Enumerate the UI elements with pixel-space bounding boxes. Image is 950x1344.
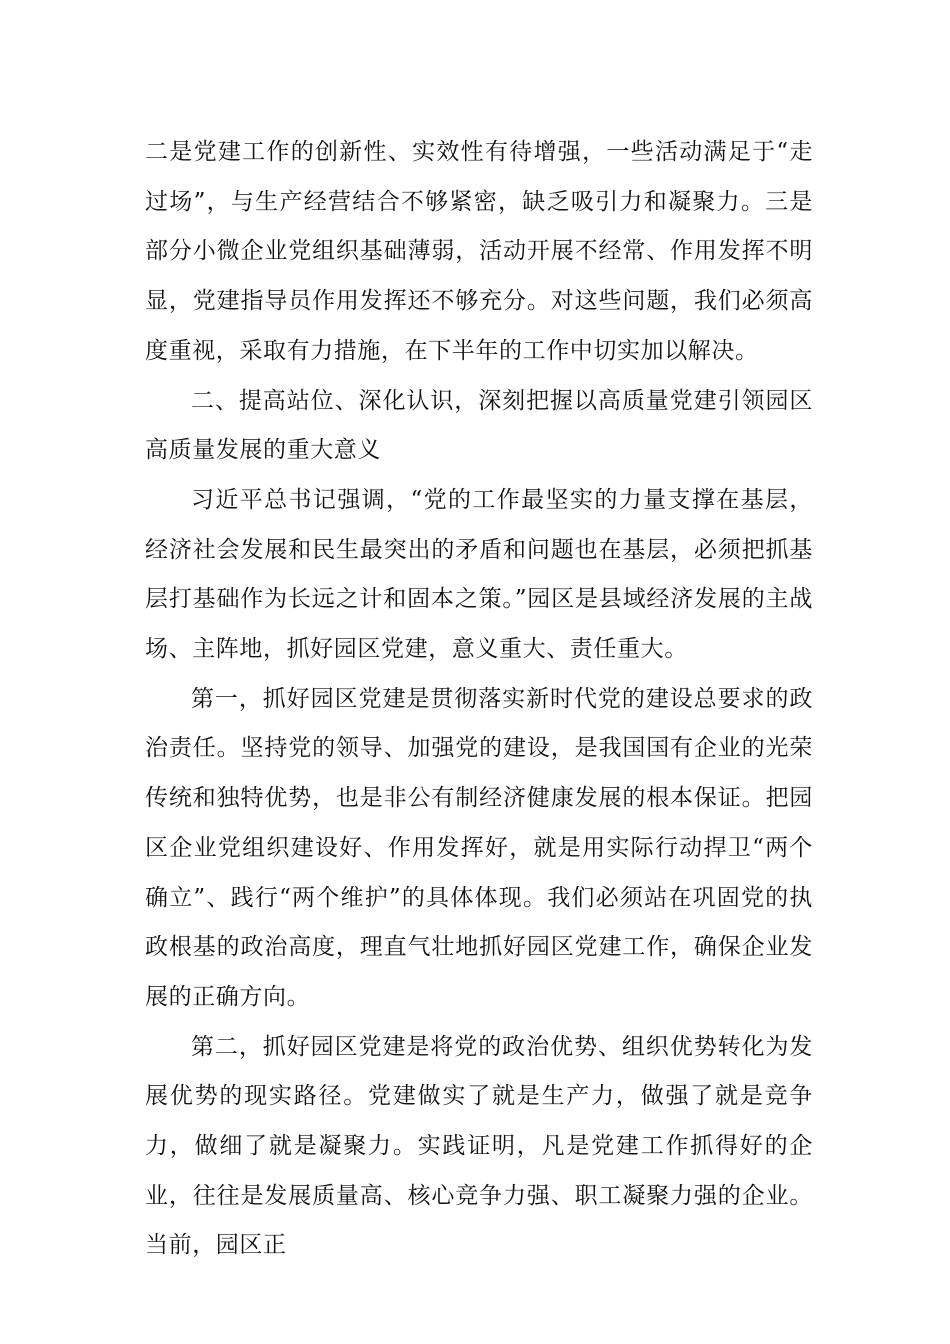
paragraph-first-point: 第一，抓好园区党建是贯彻落实新时代党的建设总要求的政治责任。坚持党的领导、加强党的建设，是我国国有企业的光荣传统和独特优势，也是非公有制经济健康发展的根本保证。把园区企业党组织建设好、作用发挥好，就是用实际行动捍卫“两个确立”、践行“两个维护”的具体体现。我们必须站在巩固党的执政根基的政治高度，理直气壮地抓好园区党建工作，确保企业发展的正确方向。 <box>145 685 813 1010</box>
paragraph-second-point: 第二，抓好园区党建是将党的政治优势、组织优势转化为发展优势的现实路径。党建做实了就是生产力，做强了就是竞争力，做细了就是凝聚力。实践证明，凡是党建工作抓得好的企业，往往是发展质量高、核心竞争力强、职工凝聚力强的企业。当前，园区正 <box>145 1033 813 1259</box>
paragraph-quote: 习近平总书记强调，“党的工作最坚实的力量支撑在基层，经济社会发展和民生最突出的矛盾和问题也在基层，必须把抓基层打基础作为长远之计和固本之策。”园区是县域经济发展的主战场、主阵地，抓好园区党建，意义重大、责任重大。 <box>145 486 813 663</box>
paragraph-continuation: 二是党建工作的创新性、实效性有待增强，一些活动满足于“走过场”，与生产经营结合不够紧密，缺乏吸引力和凝聚力。三是部分小微企业党组织基础薄弱，活动开展不经常、作用发挥不明显，党建指导员作用发挥还不够充分。对这些问题，我们必须高度重视，采取有力措施，在下半年的工作中切实加以解决。 <box>145 139 813 364</box>
section-heading: 二、提高站位、深化认识，深刻把握以高质量党建引领园区高质量发展的重大意义 <box>145 387 813 464</box>
document-body <box>145 128 813 1271</box>
